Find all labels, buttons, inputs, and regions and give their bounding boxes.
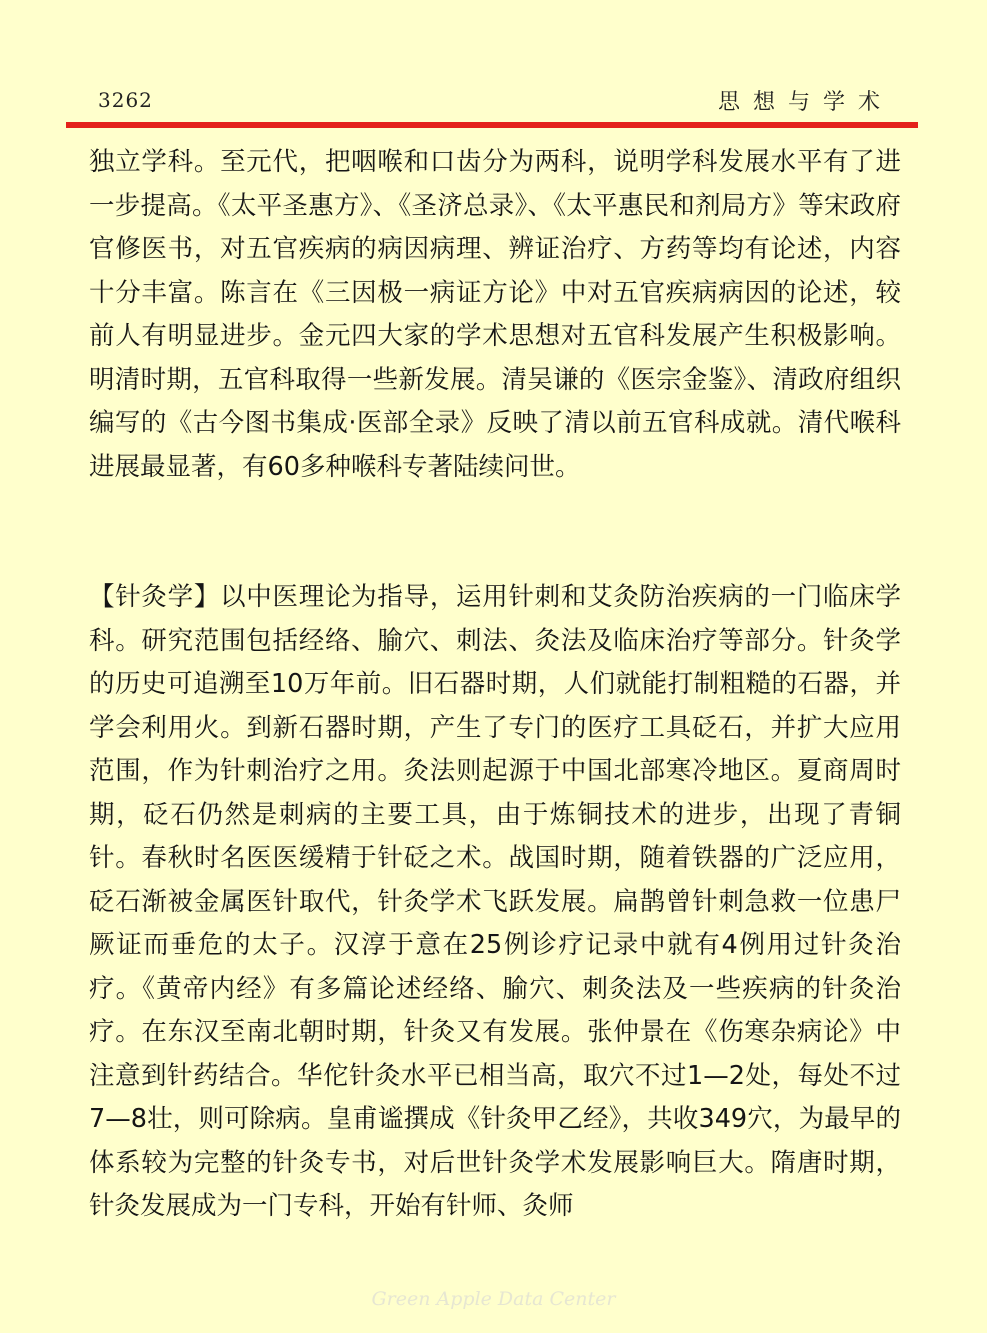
page-number: 3262 [98, 88, 153, 112]
body-paragraph-1 [89, 141, 901, 489]
body-paragraph-2 [89, 576, 901, 1229]
entry-term: 【针灸学】 [89, 582, 221, 612]
watermark: Green Apple Data Center [371, 1288, 616, 1310]
header-rule [66, 122, 918, 128]
paragraph-text: 独立学科。至元代，把咽喉和口齿分为两科，说明学科发展水平有了进一步提高。《太平圣惠方》、《圣济总录》、《太平惠民和剂局方》等宋政府官修医书，对五官疾病的病因病理、辨证治疗、方药等均有论述，内容十分丰富。陈言在《三因极一病证方论》中对五官疾病病因的论述，较前人有明显进步。金元四大家的学术思想对五官科发展产生积极影响。明清时期，五官科取得一些新发展。清吴谦的《医宗金鉴》、清政府组织编写的《古今图书集成·医部全录》反映了清以前五官科成就。清代喉科进展最显著，有60多种喉科专著陆续问世。 [89, 147, 901, 482]
section-title: 思想与学术 [717, 90, 893, 115]
paragraph-text: 以中医理论为指导，运用针刺和艾灸防治疾病的一门临床学科。研究范围包括经络、腧穴、刺法、灸法及临床治疗等部分。针灸学的历史可追溯至10万年前。旧石器时期，人们就能打制粗糙的石器，并学会利用火。到新石器时期，产生了专门的医疗工具砭石，并扩大应用范围，作为针刺治疗之用。灸法则起源于中国北部寒冷地区。夏商周时期，砭石仍然是刺病的主要工具，由于炼铜技术的进步，出现了青铜针。春秋时名医医缓精于针砭之术。战国时期，随着铁器的广泛应用，砭石渐被金属医针取代，针灸学术飞跃发展。扁鹊曾针刺急救一位患尸厥证而垂危的太子。汉淳于意在25例诊疗记录中就有4例用过针灸治疗。《黄帝内经》有多篇论述经络、腧穴、刺灸法及一些疾病的针灸治疗。在东汉至南北朝时期，针灸又有发展。张仲景在《伤寒杂病论》中注意到针药结合。华佗针灸水平已相当高，取穴不过1—2处，每处不过7—8壮，则可除病。皇甫谧撰成《针灸甲乙经》，共收349穴，为最早的体系较为完整的针灸专书，对后世针灸学术发展影响巨大。隋唐时期，针灸发展成为一门专科，开始有针师、灸师 [89, 582, 901, 1221]
